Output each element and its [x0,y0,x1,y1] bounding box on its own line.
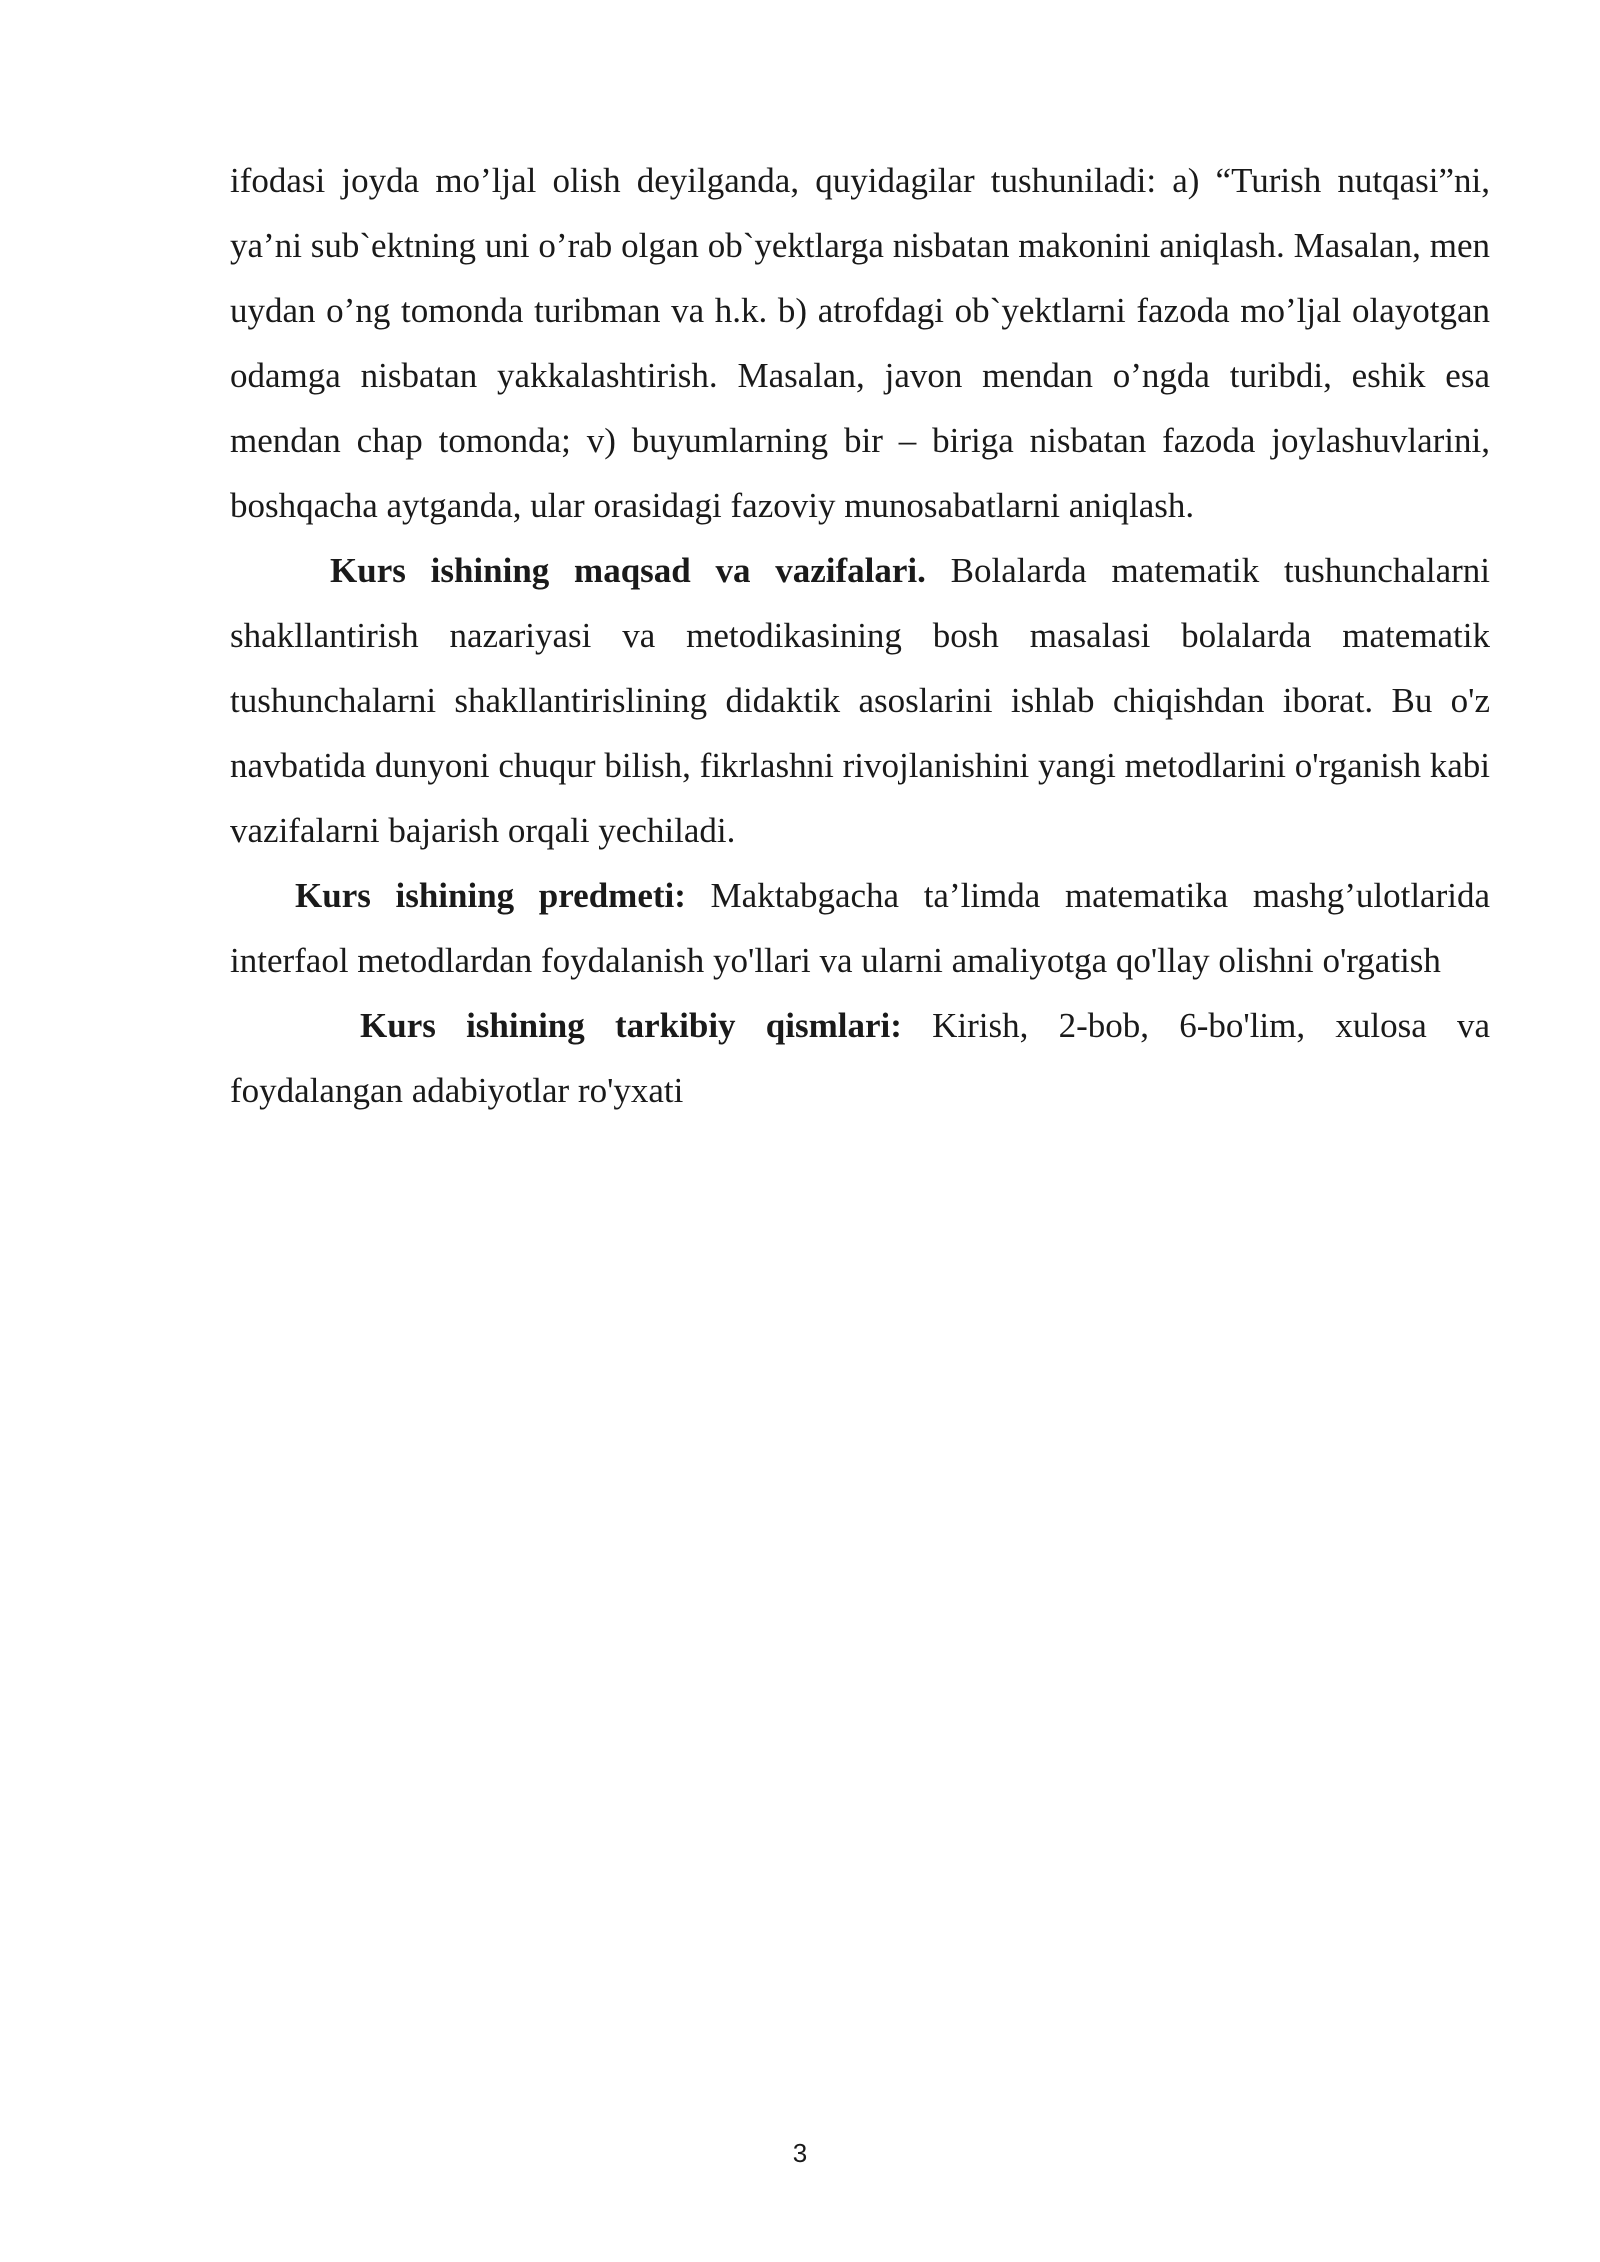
paragraph-goals-and-tasks [230,538,1490,863]
page-number: 3 [792,2138,808,2168]
page-body [230,148,1490,1123]
section-heading-structure: Kurs ishining tarkibiy qismlari: [360,1006,902,1045]
paragraph-structure [230,993,1490,1123]
section-heading-goals: Kurs ishining maqsad va vazifalari. [330,551,926,590]
section-heading-subject: Kurs ishining predmeti: [295,876,686,915]
paragraph-subject [230,863,1490,993]
paragraph-spatial-orientation [230,148,1490,538]
paragraph-text: Bolalarda matematik tushunchalarni shakllantirish nazariyasi va metodikasining bosh masalasi bolalarda matematik tushunchalarni shakllantirislining didaktik asoslarini ishlab chiqishdan iborat. Bu o'z navbatida dunyoni chuqur bilish, fikrlashni rivojlanishini yangi metodlarini o'rganish kabi vazifalarni bajarish orqali yechiladi. [230,551,1490,850]
paragraph-text: Maktabgacha ta’limda matematika mashg’ulotlarida interfaol metodlardan foydalanish yo'llari va ularni amaliyotga qo'llay olishni o'rgatish [230,876,1490,980]
paragraph-text: ifodasi joyda mo’ljal olish deyilganda, quyidagilar tushuniladi: a) “Turish nutqasi”ni, ya’ni sub`ektning uni o’rab olgan ob`yektlarga nisbatan makonini aniqlash. Masalan, men uydan o’ng tomonda turibman va h.k. b) atrofdagi ob`yektlarni fazoda mo’ljal olayotgan odamga nisbatan yakkalashtirish. Masalan, javon mendan o’ngda turibdi, eshik esa mendan chap tomonda; v) buyumlarning bir – biriga nisbatan fazoda joylashuvlarini, boshqacha aytganda, ular orasidagi fazoviy munosabatlarni aniqlash. [230,161,1490,525]
paragraph-text: Kirish, 2-bob, 6-bo'lim, xulosa va foydalangan adabiyotlar ro'yxati [230,1006,1491,1110]
